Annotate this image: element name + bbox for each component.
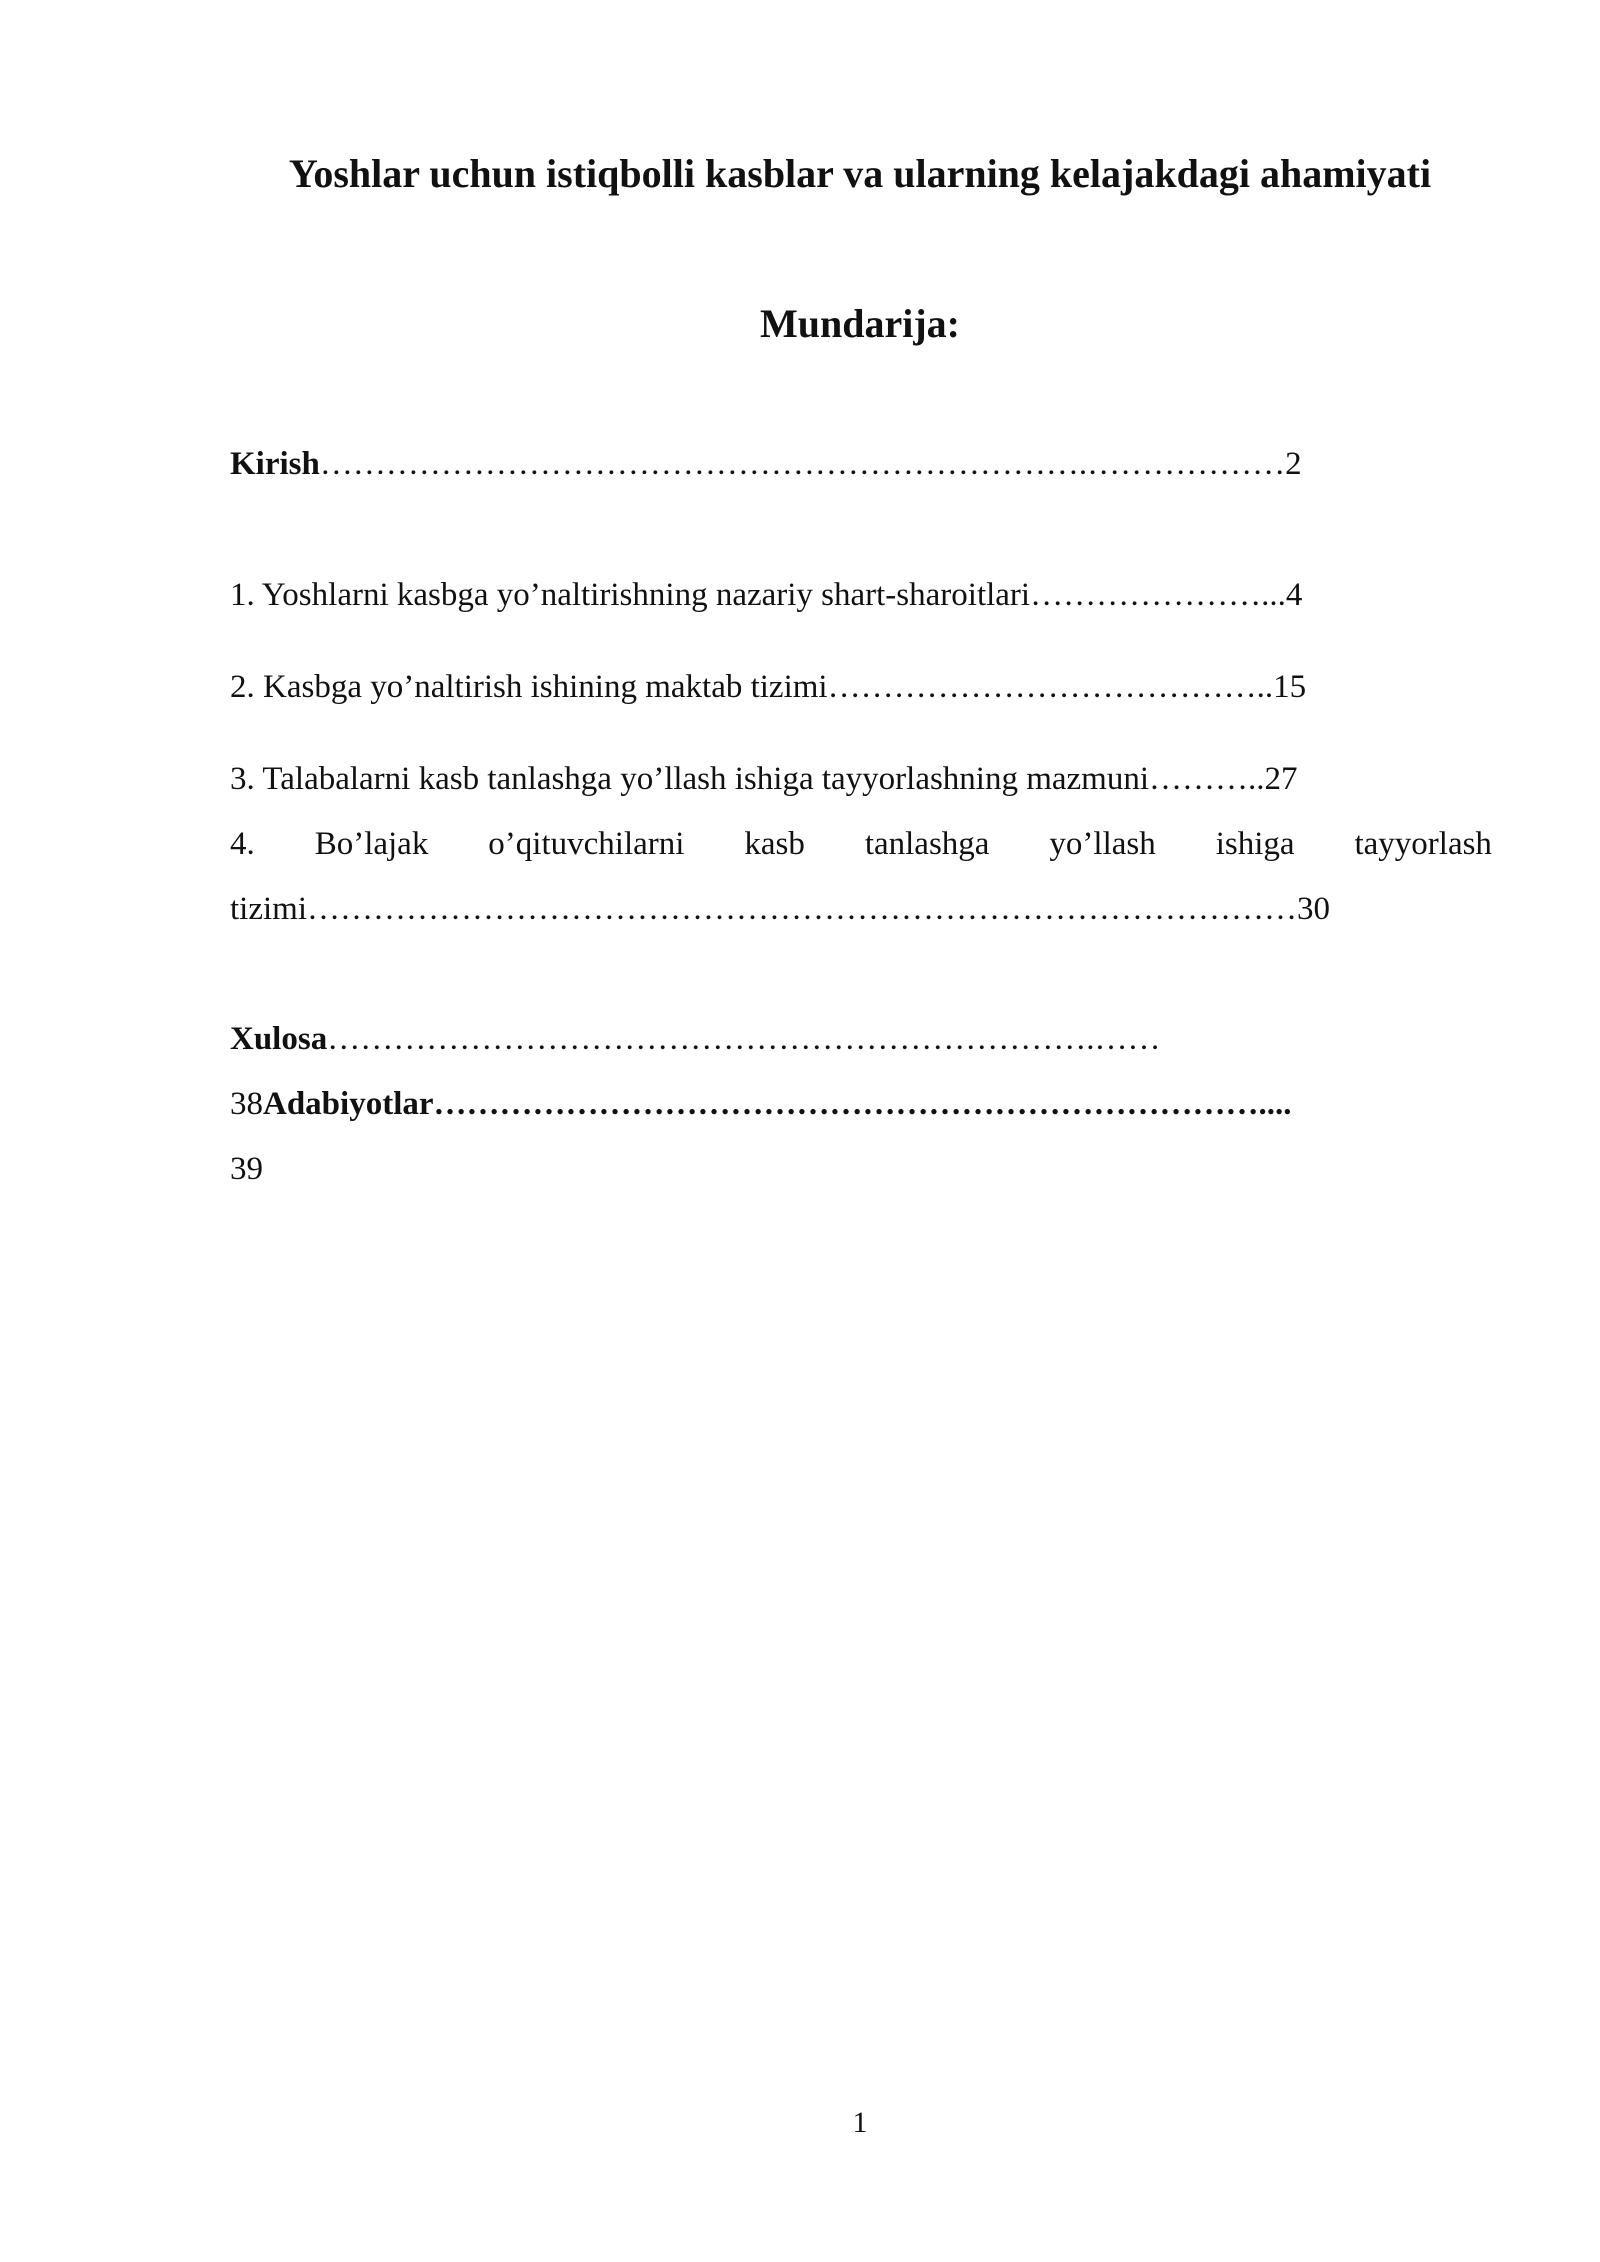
toc-page-number: 2 — [1285, 446, 1302, 482]
toc-word: Bo’lajak — [314, 826, 429, 862]
toc-entry-references-page — [230, 1149, 263, 1189]
toc-entry-text: 2. Kasbga yo’naltirish ishining maktab tizimi………………………………….. — [230, 669, 1274, 705]
footer-page-number: 1 — [852, 2106, 868, 2139]
toc-entry-4-line1 — [230, 824, 1492, 864]
toc-page-number: 38 — [230, 1086, 263, 1122]
toc-entry-conclusion — [230, 1019, 1160, 1059]
toc-word: tanlashga — [864, 826, 990, 862]
toc-entry-intro — [230, 444, 1302, 484]
toc-entry-1 — [230, 575, 1302, 615]
toc-page-number: 15 — [1273, 669, 1307, 705]
toc-heading: Mundarija: — [760, 301, 960, 346]
toc-entry-text: 1. Yoshlarni kasbga yo’naltirishning nazariy shart-sharoitlari…………………... — [230, 577, 1286, 613]
toc-entry-text: tizimi……………………………………………………………………………… — [230, 891, 1297, 927]
toc-entry-label: Xulosa — [230, 1021, 328, 1057]
toc-entry-2 — [230, 667, 1306, 707]
toc-word: tayyorlash — [1354, 826, 1492, 862]
toc-entry-text: 3. Talabalarni kasb tanlashga yo’llash ishiga tayyorlashning mazmuni……….. — [230, 761, 1265, 797]
toc-word: o’qituvchilarni — [488, 826, 685, 862]
document-title: Yoshlar uchun istiqbolli kasblar va ularning kelajakdagi ahamiyati — [288, 151, 1432, 196]
toc-leader: …………………………………………………………….…… — [327, 1021, 1161, 1057]
toc-page-number: 39 — [230, 1151, 263, 1187]
toc-word: yo’llash — [1049, 826, 1156, 862]
toc-entry-3 — [230, 759, 1298, 799]
toc-entry-label: Adabiyotlar — [263, 1086, 434, 1122]
toc-word: kasb — [744, 826, 805, 862]
toc-leader: ………………………………………………………………….... — [433, 1086, 1292, 1122]
toc-word: ishiga — [1215, 826, 1295, 862]
toc-entry-4-line2 — [230, 889, 1330, 929]
toc-word: 4. — [230, 826, 255, 862]
toc-page-number: 30 — [1297, 891, 1330, 927]
toc-entry-references — [230, 1084, 1292, 1124]
toc-leader: …………………………………………………………….……………… — [319, 446, 1286, 482]
toc-page-number: 4 — [1285, 577, 1303, 613]
toc-entry-label: Kirish — [230, 446, 320, 482]
toc-page-number: 27 — [1264, 761, 1298, 797]
